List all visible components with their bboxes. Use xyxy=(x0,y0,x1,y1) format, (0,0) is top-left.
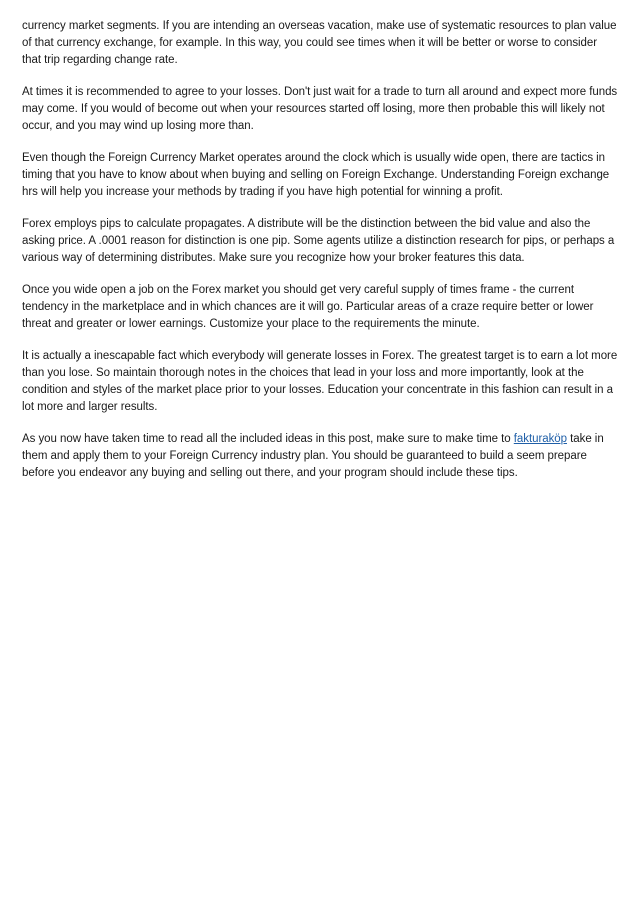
paragraph-market-timing: Even though the Foreign Currency Market operates around the clock which is usually wide open, there are tactics in timing that you have to know about when buying and selling on Foreign Exchange. Understanding Foreign exchange hrs will help you increase your methods by trading if you have high potential for winning a profit. xyxy=(22,152,610,198)
paragraph-pips: Forex employs pips to calculate propagates. A distribute will be the distinction between the bid value and also the asking price. A .0001 reason for distinction is one pip. Some agents utilize a distinction research for pips, or perhaps a various way of determining distributes. Make sure you recognize how your broker features this data. xyxy=(22,218,615,264)
document-body xyxy=(22,18,618,497)
paragraph-losses-fact: It is actually a inescapable fact which everybody will generate losses in Forex. The greatest target is to earn a lot more than you lose. So maintain thorough notes in the choices that lead in your loss and more importantly, look at the condition and styles of the market place prior to your losses. Education your concentrate in this fashion can result in a lot more and larger results. xyxy=(22,350,618,413)
fakturakop-link[interactable]: fakturaköp xyxy=(513,433,567,445)
paragraph-conclusion xyxy=(22,431,618,482)
conclusion-text-after-link: take in them and apply them to your Foreign Currency industry plan. You should be guaranteed to build a seem prepare before you endeavor any buying and selling out there, and your program should include these tips. xyxy=(22,433,604,479)
paragraph-open-position: Once you wide open a job on the Forex market you should get very careful supply of times frame - the current tendency in the marketplace and in which chances are it will go. Particular areas of a craze require better or lower threat and greater or lower earnings. Customize your place to the requirements the minute. xyxy=(22,284,594,330)
paragraph-currency-segments: currency market segments. If you are intending an overseas vacation, make use of systematic resources to plan value of that currency exchange, for example. In this way, you could see times when it will be better or worse to consider that trip regarding change rate. xyxy=(22,20,617,66)
conclusion-text-before-link: As you now have taken time to read all the included ideas in this post, make sure to make time to xyxy=(22,433,514,445)
paragraph-agree-to-losses: At times it is recommended to agree to your losses. Don't just wait for a trade to turn all around and expect more funds may come. If you would of become out when your resources started off losing, more then probable this will likely not occur, and you may wind up losing more than. xyxy=(22,86,618,132)
